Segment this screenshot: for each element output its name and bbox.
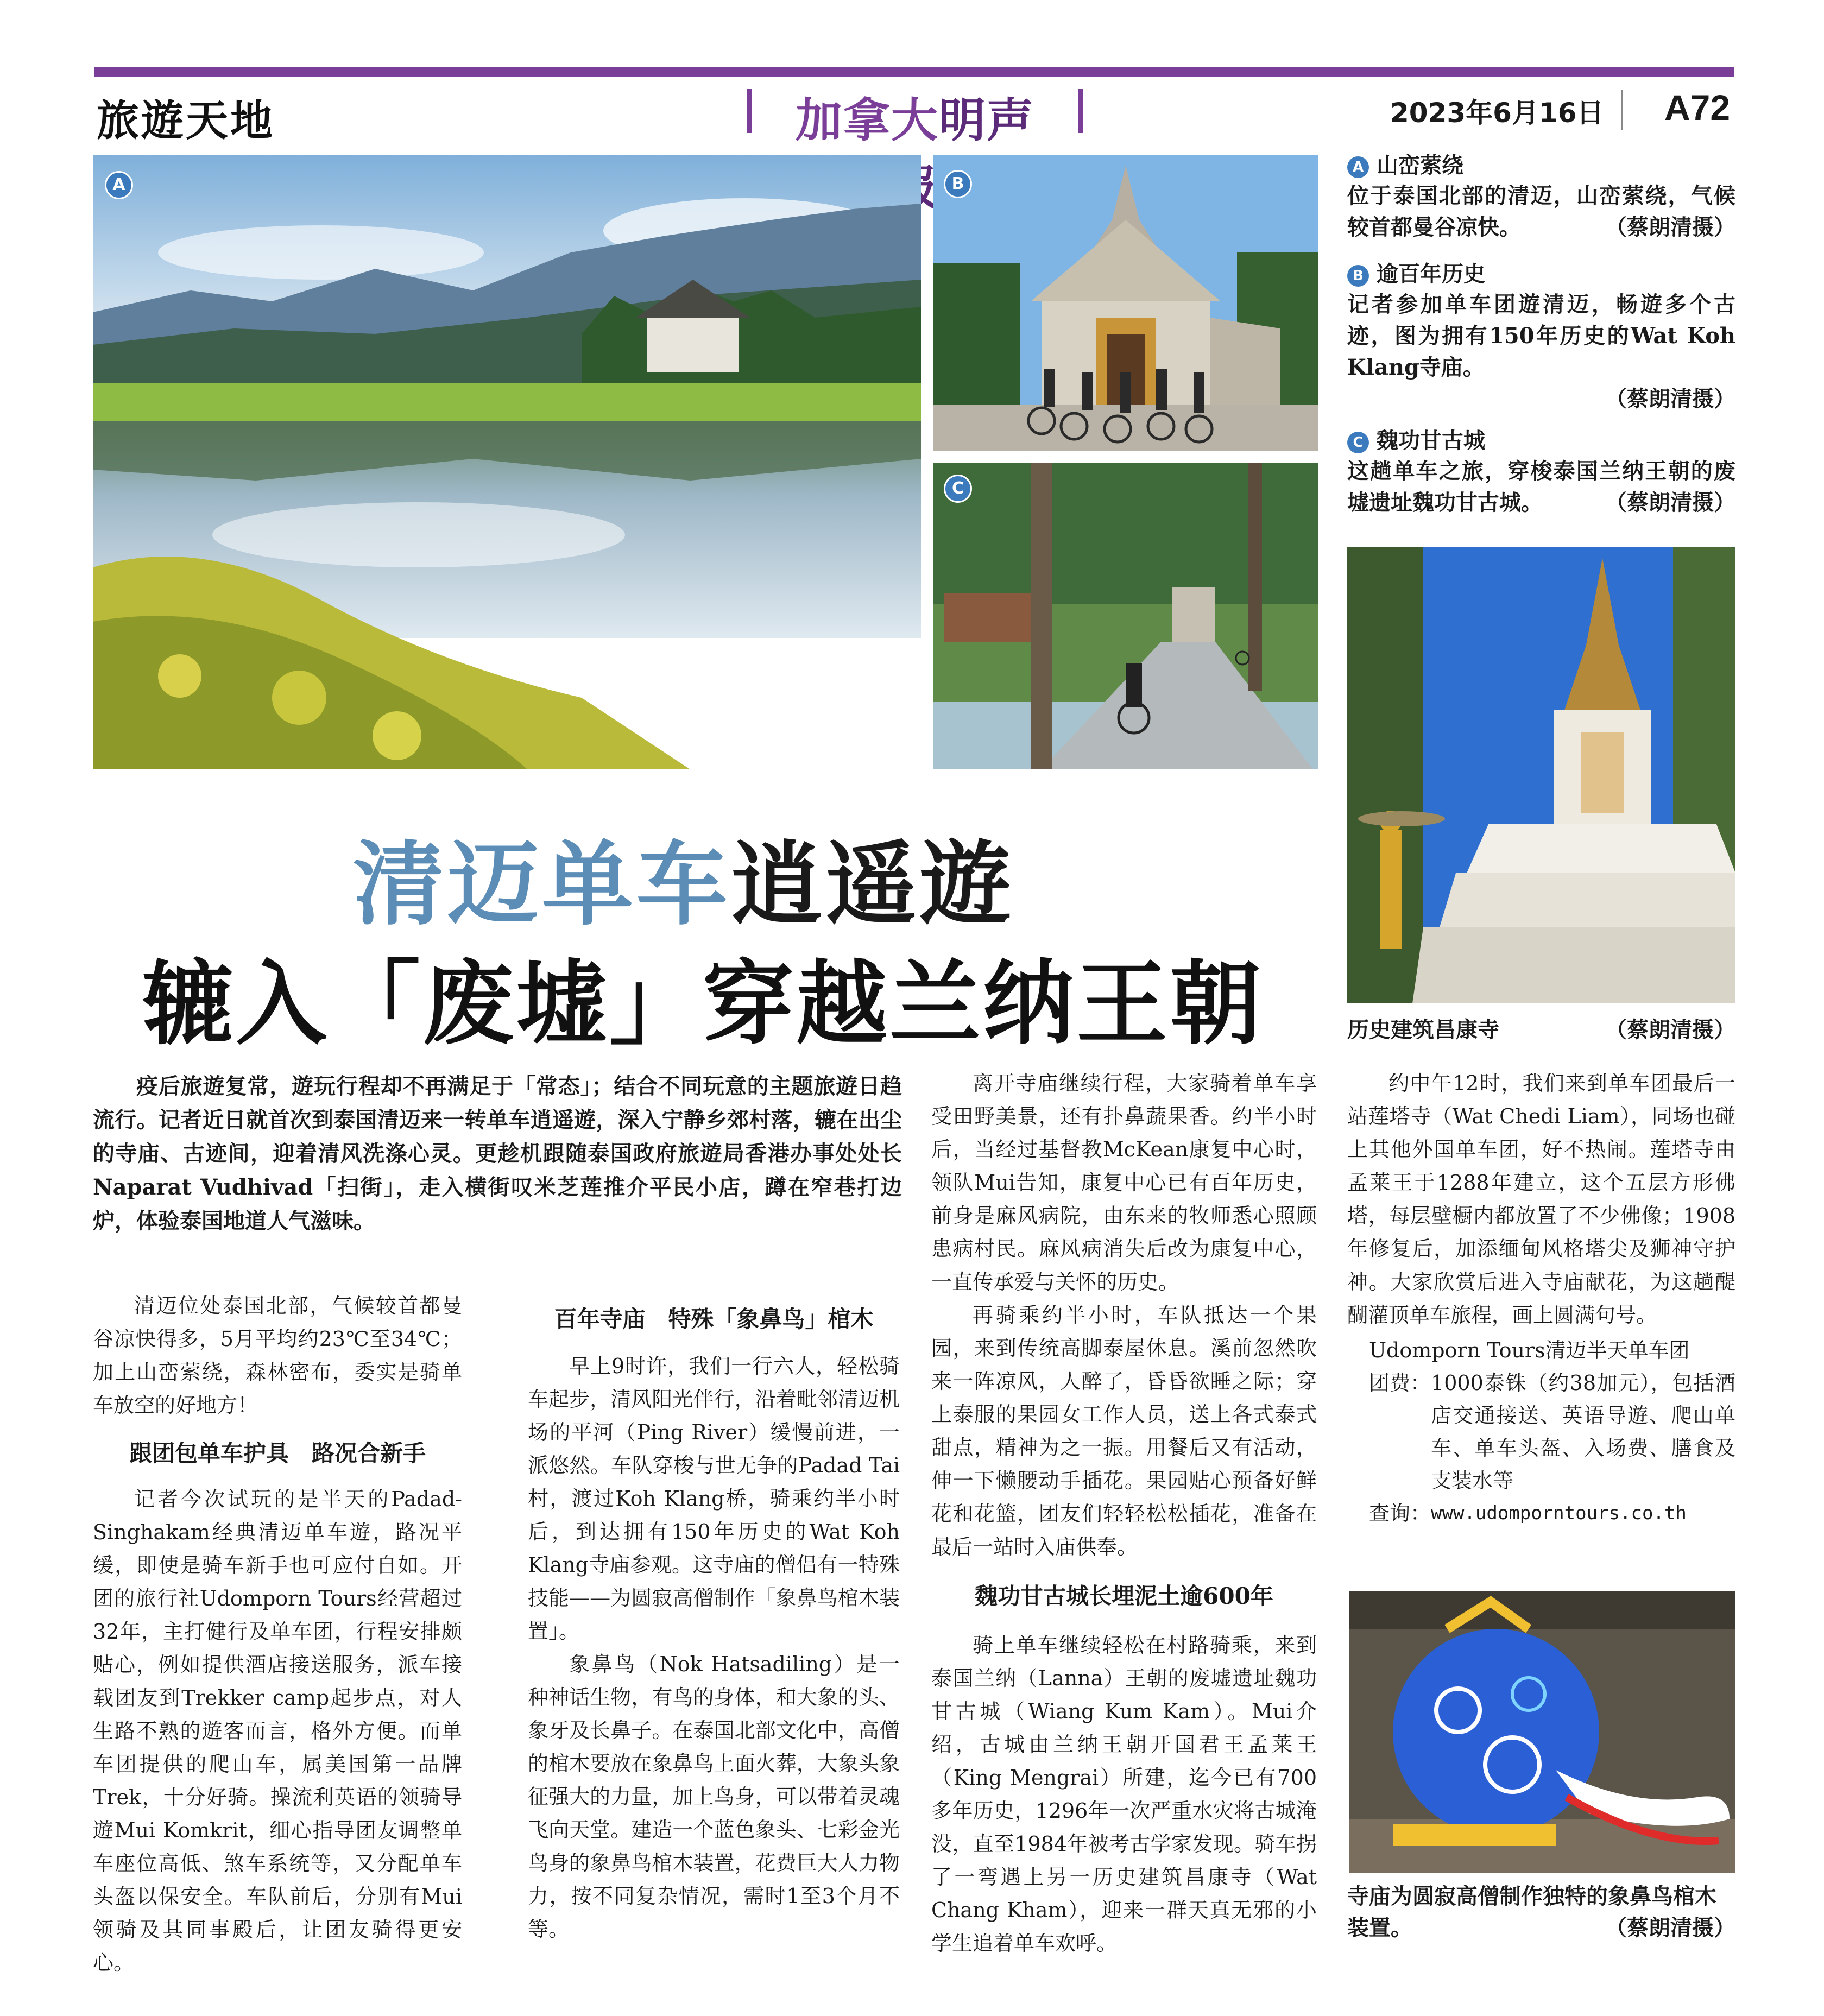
masthead-prefix: 加拿大 xyxy=(796,93,939,148)
photo-pagoda xyxy=(1347,547,1735,1003)
photo-a-badge: A xyxy=(105,171,133,199)
caption-c-text: 这趟单车之旅，穿梭泰国兰纳王朝的废墟遗址魏功甘古城。 xyxy=(1347,458,1735,515)
photo-ruins-path xyxy=(933,463,1318,769)
tour-info xyxy=(1347,1334,1735,1530)
col4-paragraph-1: 约中午12时，我们来到单车团最后一站莲塔寺（Wat Chedi Liam），同场也碰上其他外国单车团，好不热闹。莲塔寺由孟莱王于1288年建立，这个五层方形佛塔，每层壁橱内都放置了不少佛像；1908年修复后，加添缅甸风格塔尖及狮神守护神。大家欣赏后进入寺庙献花，为这趟醍醐灌顶单车旅程，画上圆满句号。 xyxy=(1347,1071,1735,1327)
col3-paragraph-3: 骑上单车继续轻松在村路骑乘，来到泰国兰纳（Lanna）王朝的废墟遗址魏功甘古城（Wiang Kum Kam）。Mui介绍，古城由兰纳王朝开国君王孟莱王（King Mengrai）所建，迄今已有700多年历史，1296年一次严重水灾将古城淹没，直至1984年被考古学家发现。骑车拐了一弯遇上另一历史建筑昌康寺（Wat Chang Kham），迎来一群天真无邪的小学生追着单车欢呼。 xyxy=(931,1633,1317,1955)
column-1 xyxy=(93,1290,462,1980)
col1-paragraph-1: 清迈位处泰国北部，气候较首都曼谷凉快得多，5月平均约23℃至34℃；加上山峦萦绕，森林密布，委实是骑单车放空的好地方！ xyxy=(93,1294,462,1417)
issue-date: 2023年6月16日 xyxy=(1390,97,1604,129)
tour-fee-row xyxy=(1347,1367,1735,1497)
col1-subheading: 跟团包单车护具 路况合新手 xyxy=(129,1440,426,1467)
col1-paragraph-2: 记者今次试玩的是半天的Padad-Singhakam经典清迈单车遊，路况平缓，即使是骑车新手也可应付自如。开团的旅行社Udomporn Tours经营超过32年，主打健行及单车团，行程安排颇贴心，例如提供酒店接送服务，派车接载团友到Trekker camp起步点，对人生路不熟的遊客而言，格外方便。而单车团提供的爬山车，属美国第一品牌Trek，十分好骑。操流利英语的领骑导遊Mui Komkrit，细心指导团友调整单车座位高低、煞车系统等，又分配单车头盔以保安全。车队前后，分别有Mui领骑及其同事殿后，让团友骑得更安心。 xyxy=(93,1487,462,1975)
photo-lake-mountains xyxy=(93,155,921,769)
caption-elephant xyxy=(1347,1881,1735,1944)
caption-a-letter: A xyxy=(1347,156,1369,178)
col3-subheading: 魏功甘古城长埋泥土逾600年 xyxy=(975,1583,1273,1609)
caption-b-title-row xyxy=(1347,260,1735,289)
caption-c-credit: （蔡朗清摄） xyxy=(1605,490,1735,515)
caption-b-text: 记者参加单车团遊清迈，畅遊多个古迹，图为拥有150年历史的Wat Koh Klang寺庙。 xyxy=(1347,292,1735,380)
caption-c-letter: C xyxy=(1347,432,1369,453)
caption-b-letter: B xyxy=(1347,265,1369,287)
masthead-name: 明声 xyxy=(939,93,1034,148)
caption-a-title-row xyxy=(1347,151,1735,180)
photo-temple-svg xyxy=(933,155,1318,451)
caption-a-text: 位于泰国北部的清迈，山峦萦绕，气候较首都曼谷凉快。 xyxy=(1347,183,1735,240)
column-3 xyxy=(931,1067,1317,1960)
headline-line2: 辘入「废墟」穿越兰纳王朝 xyxy=(142,951,1263,1057)
col3-paragraph-1: 离开寺庙继续行程，大家骑着单车享受田野美景，还有扑鼻蔬果香。约半小时后，当经过基督教McKean康复中心时，领队Mui告知，康复中心已有百年历史，前身是麻风病院，由东来的牧师悉心照顾患病村民。麻风病消失后改为康复中心，一直传承爱与关怀的历史。 xyxy=(931,1071,1317,1294)
tour-info-title: Udomporn Tours清迈半天单车团 xyxy=(1369,1338,1690,1362)
col3-paragraph-2: 再骑乘约半小时，车队抵达一个果园，来到传统高脚泰屋休息。溪前忽然吹来一阵凉风，人醉了，昏昏欲睡之际；穿上泰服的果园女工作人员，送上各式泰式甜点，精神为之一振。用餐后又有活动，伸一下懒腰动手插花。果园贴心预备好鲜花和花篮，团友们轻轻松松插花，准备在最后一站时入庙供奉。 xyxy=(931,1303,1317,1559)
col2-subheading: 百年寺庙 特殊「象鼻鸟」棺木 xyxy=(554,1306,874,1332)
caption-elephant-credit: （蔡朗清摄） xyxy=(1605,1915,1735,1941)
caption-c xyxy=(1347,426,1735,519)
photo-ruins-svg xyxy=(933,463,1318,769)
headline-line1 xyxy=(353,812,1014,943)
tour-fee: 1000泰铢（约38加元），包括酒店交通接送、英语导遊、爬山单车、单车头盔、入场费、膳食及支装水等 xyxy=(1431,1371,1735,1493)
caption-a xyxy=(1347,151,1735,243)
tour-enquiry-label: 查询： xyxy=(1369,1501,1431,1525)
photo-c-badge: C xyxy=(944,475,972,503)
headline-rest: 逍遥遊 xyxy=(731,831,1014,938)
lead-paragraph: 疫后旅遊复常，遊玩行程却不再满足于「常态」；结合不同玩意的主题旅遊日趋流行。记者近日就首次到泰国清迈来一转单车逍遥遊，深入宁静乡郊村落，辘在出尘的寺庙、古迹间，迎着清风洗涤心灵。更趁机跟随泰国政府旅遊局香港办事处处长Naparat Vudhivad「扫街」，走入横街叹米芝莲推介平民小店，蹲在窄巷打边炉，体验泰国地道人气滋味。 xyxy=(93,1073,902,1234)
caption-pagoda xyxy=(1347,1014,1735,1046)
tour-enquiry-row xyxy=(1347,1497,1735,1530)
header-divider xyxy=(1621,90,1623,130)
photo-b-badge: B xyxy=(944,170,972,198)
tour-enquiry-url[interactable]: www.udomporntours.co.th xyxy=(1431,1502,1687,1524)
photo-pagoda-svg xyxy=(1347,547,1735,1003)
column-4 xyxy=(1347,1067,1735,1530)
column-2 xyxy=(528,1303,900,1946)
caption-a-title: 山峦萦绕 xyxy=(1377,153,1463,178)
caption-b-credit: （蔡朗清摄） xyxy=(1605,386,1735,412)
caption-pagoda-text: 历史建筑昌康寺 xyxy=(1347,1017,1499,1042)
caption-a-credit: （蔡朗清摄） xyxy=(1605,214,1735,240)
caption-b-title: 逾百年历史 xyxy=(1377,261,1485,287)
page-number: A72 xyxy=(1664,87,1731,128)
headline-blue: 清迈单车 xyxy=(353,831,731,938)
masthead-pipe-left xyxy=(747,89,752,133)
caption-c-title: 魏功甘古城 xyxy=(1377,428,1485,453)
caption-elephant-text: 寺庙为圆寂高僧制作独特的象鼻鸟棺木装置。 xyxy=(1347,1884,1716,1941)
tour-fee-label: 团费： xyxy=(1369,1371,1431,1395)
masthead-pipe-right xyxy=(1078,89,1083,133)
photo-elephant-bird-coffin xyxy=(1349,1591,1735,1873)
col2-paragraph-1: 早上9时许，我们一行六人，轻松骑车起步，清风阳光伴行，沿着毗邻清迈机场的平河（Ping River）缓慢前进，一派悠然。车队穿梭与世无争的Padad Tai村，渡过Koh Klang桥，骑乘约半小时后，到达拥有150年历史的Wat Koh Klang寺庙参观。这寺庙的僧侣有一特殊技能——为圆寂高僧制作「象鼻鸟棺木装置」。 xyxy=(528,1354,900,1643)
section-title: 旅遊天地 xyxy=(97,96,275,146)
photo-lake-svg xyxy=(93,155,921,769)
col2-paragraph-2: 象鼻鸟（Nok Hatsadiling）是一种神话生物，有鸟的身体，和大象的头、象牙及长鼻子。在泰国北部文化中，高僧的棺木要放在象鼻鸟上面火葬，大象头象征强大的力量，加上鸟身，可以带着灵魂飞向天堂。建造一个蓝色象头、七彩金光鸟身的象鼻鸟棺木装置，花费巨大人力物力，按不同复杂情况，需时1至3个月不等。 xyxy=(528,1652,900,1941)
caption-pagoda-credit: （蔡朗清摄） xyxy=(1605,1017,1735,1042)
caption-c-title-row xyxy=(1347,426,1735,456)
top-rule xyxy=(94,67,1734,77)
photo-elephant-svg xyxy=(1349,1591,1735,1873)
caption-b xyxy=(1347,260,1735,415)
photo-temple-cyclists xyxy=(933,155,1318,451)
